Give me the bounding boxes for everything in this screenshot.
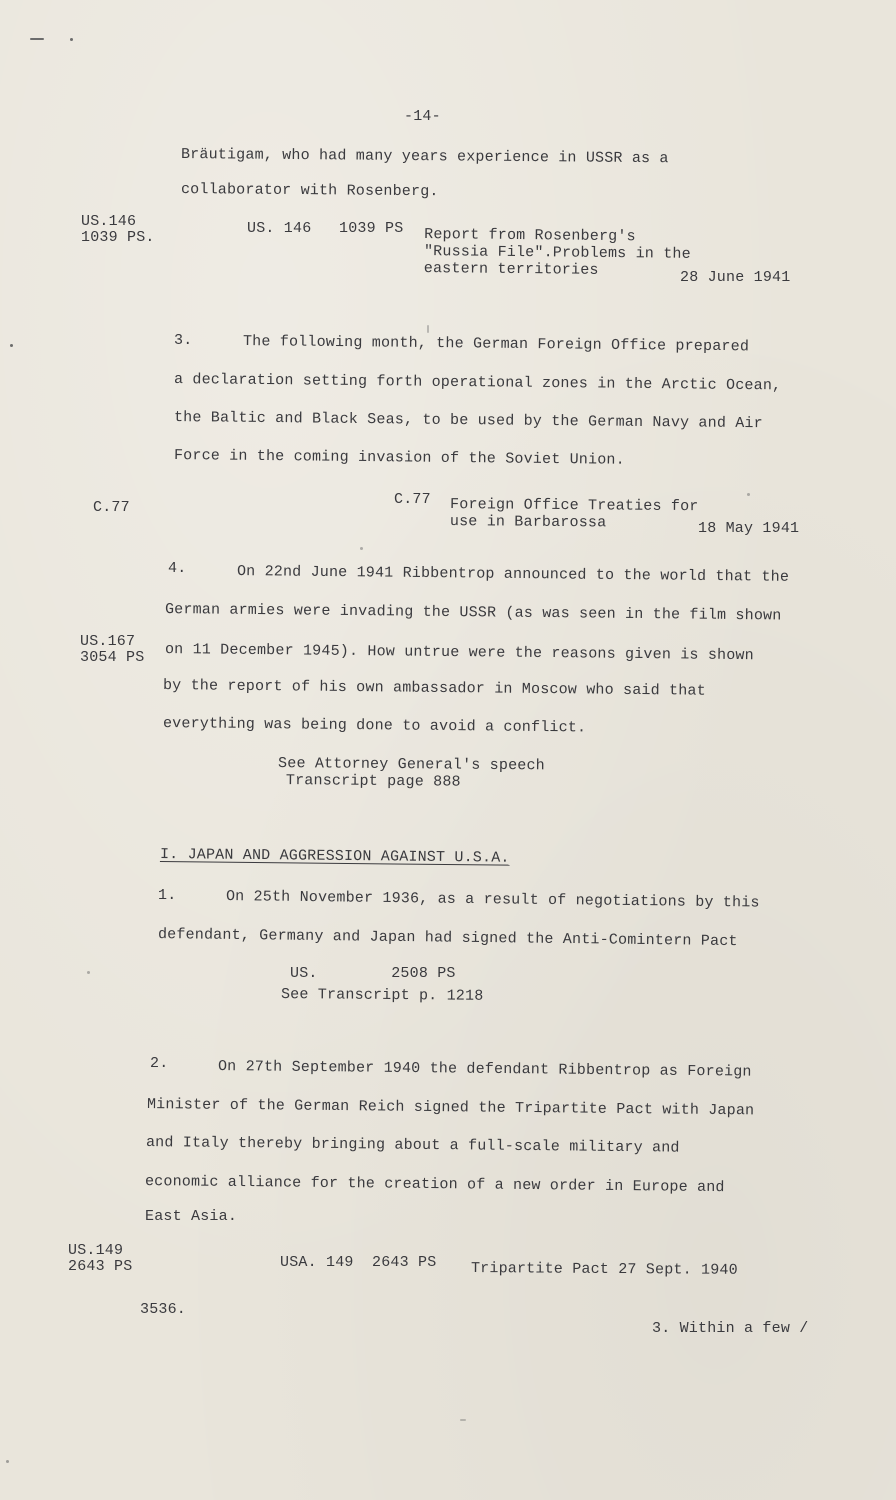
paragraph-line: German armies were invading the USSR (as was seen in the film shown	[164, 601, 782, 625]
scan-mark	[6, 1460, 9, 1463]
transcript-reference	[278, 755, 545, 791]
margin-reference-line: US.167	[80, 633, 136, 650]
paragraph-line: everything was being done to avoid a conflict.	[162, 715, 587, 737]
margin-reference: C.77	[93, 499, 130, 516]
margin-reference-line: US.146	[81, 213, 137, 230]
scan-mark	[30, 38, 44, 40]
margin-reference	[80, 634, 144, 666]
exhibit-description	[450, 496, 699, 532]
paragraph-line: On 22nd June 1941 Ribbentrop announced to the world that the	[236, 563, 790, 586]
scan-mark	[10, 344, 13, 347]
exhibit-date: 28 June 1941	[680, 269, 791, 286]
paragraph-line: Minister of the German Reich signed the Tripartite Pact with Japan	[146, 1096, 755, 1120]
paragraph-line: Bräutigam, who had many years experience in USSR as a	[180, 146, 669, 168]
transcript-reference: See Transcript p. 1218	[280, 986, 484, 1005]
transcript-reference-line: See Attorney General's speech	[278, 755, 545, 775]
paragraph-line: the Baltic and Black Seas, to be used by the German Navy and Air	[173, 409, 763, 433]
exhibit-description-line: "Russia File".Problems in the	[423, 243, 691, 263]
paragraph-number: 4.	[168, 560, 187, 577]
paragraph-number: 2.	[150, 1055, 169, 1072]
exhibit-code: USA. 149 2643 PS	[280, 1254, 437, 1271]
paragraph-line: defendant, Germany and Japan had signed the Anti-Comintern Pact	[157, 926, 738, 951]
paragraph-number: 1.	[158, 887, 177, 904]
scan-mark	[87, 971, 90, 974]
paragraph-line: The following month, the German Foreign Office prepared	[242, 333, 750, 356]
exhibit-description: Tripartite Pact 27 Sept. 1940	[470, 1260, 738, 1279]
paragraph-line: On 25th November 1936, as a result of negotiations by this	[225, 888, 760, 912]
continuation-note: 3. Within a few /	[652, 1320, 809, 1337]
exhibit-description-line: eastern territories	[423, 259, 599, 279]
document-number: 3536.	[140, 1301, 187, 1318]
scan-mark	[747, 493, 750, 496]
paragraph-line: collaborator with Rosenberg.	[180, 181, 439, 201]
exhibit-date: 18 May 1941	[698, 520, 800, 537]
paragraph-line: by the report of his own ambassador in Moscow who said that	[162, 677, 706, 700]
paragraph-line: East Asia.	[145, 1208, 238, 1225]
scan-mark	[360, 547, 363, 550]
section-heading: I. JAPAN AND AGGRESSION AGAINST U.S.A.	[159, 846, 510, 867]
paragraph-line: On 27th September 1940 the defendant Ribbentrop as Foreign	[217, 1058, 752, 1081]
exhibit-description	[424, 226, 691, 280]
margin-reference-line: 3054 PS	[80, 649, 145, 666]
exhibit-code: US. 146 1039 PS	[247, 220, 404, 237]
margin-reference-line: US.149	[68, 1242, 124, 1259]
paragraph-line: on 11 December 1945). How untrue were the reasons given is shown	[164, 641, 754, 665]
margin-reference-line: 2643 PS	[68, 1258, 133, 1275]
exhibit-description-line: Foreign Office Treaties for	[450, 496, 699, 516]
paragraph-line: Force in the coming invasion of the Soviet Union.	[173, 447, 625, 469]
paragraph-number: 3.	[174, 332, 193, 349]
exhibit-description-line: use in Barbarossa	[449, 513, 607, 532]
transcript-reference-line: Transcript page 888	[285, 772, 461, 791]
margin-reference	[68, 1243, 132, 1275]
margin-reference-line: 1039 PS.	[81, 229, 155, 246]
paragraph-line: a declaration setting forth operational zones in the Arctic Ocean,	[173, 371, 782, 395]
page-number: -14-	[404, 108, 441, 125]
paragraph-line: economic alliance for the creation of a new order in Europe and	[144, 1173, 725, 1197]
margin-reference	[81, 214, 155, 246]
paragraph-line: and Italy thereby bringing about a full-scale military and	[145, 1134, 680, 1157]
scan-mark	[427, 325, 429, 333]
scan-mark	[70, 38, 73, 41]
exhibit-code: US. 2508 PS	[290, 965, 456, 982]
exhibit-description-line: Report from Rosenberg's	[424, 226, 636, 246]
scan-mark	[460, 1419, 466, 1421]
exhibit-code: C.77	[394, 491, 431, 508]
